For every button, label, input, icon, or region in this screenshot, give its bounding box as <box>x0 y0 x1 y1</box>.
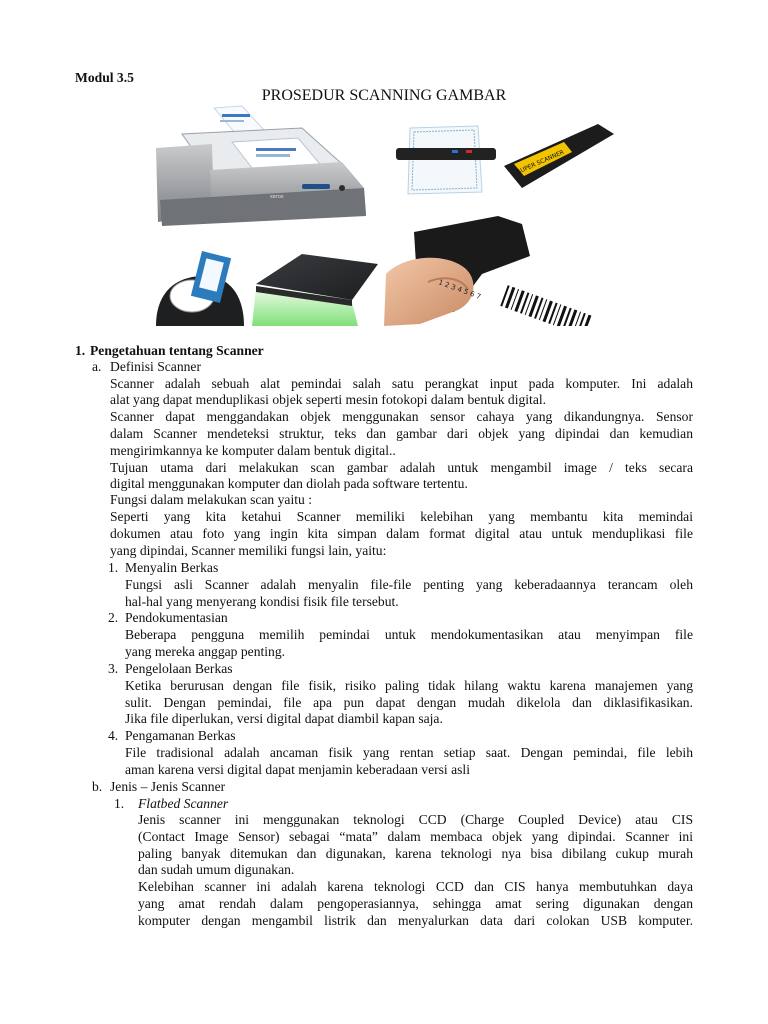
list-item-title: Menyalin Berkas <box>125 560 219 575</box>
list-item-title: Flatbed Scanner <box>138 796 229 811</box>
adf-scanner-photo <box>156 106 366 226</box>
list-item-number: 1. <box>114 796 125 811</box>
list-item-line: (Contact Image Sensor) sebagai “mata” dalam membaca objek yang dipindai. Scanner ini <box>138 829 693 844</box>
list-item-number: 3. <box>108 661 119 676</box>
handheld-scanner-photo <box>499 104 617 199</box>
list-item-title: Pengelolaan Berkas <box>125 661 233 676</box>
scanner-brand: xerox <box>270 194 284 200</box>
paragraph-line: Fungsi dalam melakukan scan yaitu : <box>110 492 312 507</box>
paragraph-line: Tujuan utama dari melakukan scan gambar adalah untuk mengambil image / teks secara <box>110 460 693 475</box>
receipt-scanner-photo <box>152 250 252 326</box>
section-number: 1. <box>75 343 86 358</box>
collage-svg <box>152 104 617 326</box>
subsection-label: Definisi Scanner <box>110 359 201 374</box>
paragraph-line: dokumen atau foto yang ingin kita simpan dalam format digital atau untuk menduplikasi file <box>110 526 693 541</box>
list-item-line: File tradisional adalah ancaman fisik yang rentan setiap saat. Dengan pemindai, file lebih <box>125 745 693 760</box>
list-item-line: hal-hal yang menyerang kondisi fisik file tersebut. <box>125 594 399 609</box>
list-item-line: Beberapa pengguna memilih pemindai untuk mendokumentasikan atau menyimpan file <box>125 627 693 642</box>
list-item-line: Kelebihan scanner ini adalah karena teknologi CCD dan CIS hanya membutuhkan daya <box>138 879 693 894</box>
list-item-line: Jika file diperlukan, versi digital dapat diambil kapan saja. <box>125 711 443 726</box>
section-heading: Pengetahuan tentang Scanner <box>90 343 264 358</box>
list-item-title: Pendokumentasian <box>125 610 228 625</box>
scanner-image-collage <box>152 104 617 326</box>
list-item-title: Pengamanan Berkas <box>125 728 236 743</box>
paragraph-line: yang dipindai, Scanner memiliki fungsi lain, yaitu: <box>110 543 387 558</box>
subsection-marker: b. <box>92 779 103 794</box>
list-item-number: 2. <box>108 610 119 625</box>
list-item-number: 1. <box>108 560 119 575</box>
subsection-label: Jenis – Jenis Scanner <box>110 779 226 794</box>
list-item-line: Fungsi asli Scanner adalah menyalin file-file penting yang keberadaannya terancam oleh <box>125 577 693 592</box>
list-item-line: sulit. Dengan pemindai, file apa pun dapat dengan mudah dikelola dan diklasifikasikan. <box>125 695 693 710</box>
list-item-line: Ketika berurusan dengan file fisik, risiko paling tidak hilang waktu karena manajemen yang <box>125 678 693 693</box>
list-item-line: aman karena versi digital dapat menjamin keberadaan versi asli <box>125 762 470 777</box>
handheld-label: SUPER SCANNER <box>515 148 566 176</box>
list-item-line: Jenis scanner ini menggunakan teknologi CCD (Charge Coupled Device) atau CIS <box>138 812 693 827</box>
barcode-digits: 1 2 3 4 5 6 7 <box>437 278 482 302</box>
barcode-gun-photo <box>379 199 617 326</box>
paragraph-line: Scanner adalah sebuah alat pemindai salah satu perangkat input pada komputer. Ini adalah <box>110 376 693 391</box>
module-label: Modul 3.5 <box>75 70 134 85</box>
list-item-line: paling banyak ditemukan dan digunakan, karena teknologi nya bisa dibilang cukup murah <box>138 846 693 861</box>
paragraph-line: mengirimkannya ke komputer dalam bentuk digital.. <box>110 443 396 458</box>
paragraph-line: dalam Scanner mendeteksi struktur, teks dan gambar dari objek yang dipindai dan kemudian <box>110 426 693 441</box>
paragraph-line: Seperti yang kita ketahui Scanner memiliki kelebihan yang membantu kita memindai <box>110 509 693 524</box>
flatbed-scanner-photo <box>252 250 379 326</box>
list-item-number: 4. <box>108 728 119 743</box>
list-item-line: komputer dengan mengambil listrik dan menyalurkan data dari colokan USB komputer. <box>138 913 693 928</box>
page-title: PROSEDUR SCANNING GAMBAR <box>261 87 507 104</box>
subsection-marker: a. <box>92 359 102 374</box>
wand-scanner-photo <box>384 104 499 199</box>
list-item-line: yang mereka anggap penting. <box>125 644 286 659</box>
list-item-line: dan sudah umum digunakan. <box>138 862 295 877</box>
paragraph-line: digital menggunakan komputer dan diolah pada software tertentu. <box>110 476 468 491</box>
list-item-line: yang amat rendah dalam pengoperasiannya, sehingga amat sering digunakan dengan <box>138 896 693 911</box>
paragraph-line: Scanner dapat menggandakan objek menggunakan sensor cahaya yang dikandungnya. Sensor <box>110 409 693 424</box>
paragraph-line: alat yang dapat menduplikasi objek seperti mesin fotokopi dalam bentuk digital. <box>110 392 547 407</box>
